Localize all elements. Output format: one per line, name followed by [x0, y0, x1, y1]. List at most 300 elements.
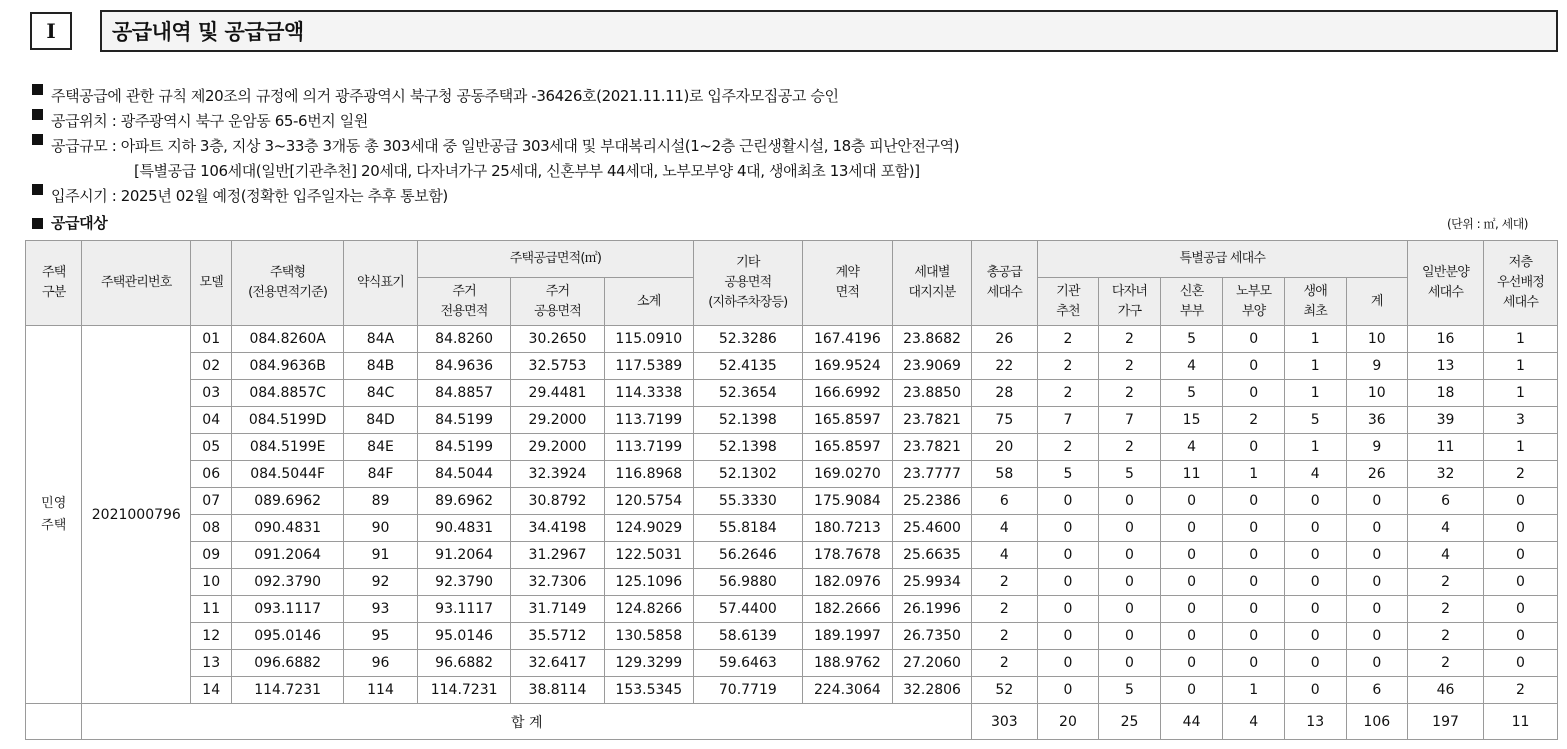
total-cell: 13: [1284, 704, 1346, 740]
table-cell: 0: [1223, 380, 1285, 407]
table-row: [26, 650, 1558, 677]
table-cell: 23.8850: [893, 380, 972, 407]
notice-approval: [32, 84, 959, 109]
table-cell: 5: [1284, 407, 1346, 434]
table-cell: 084.8260A: [232, 326, 344, 353]
table-cell: 0: [1223, 650, 1285, 677]
table-cell: 4: [1408, 542, 1484, 569]
table-cell: 25.4600: [893, 515, 972, 542]
header-elderly: 노부모 부양: [1223, 278, 1285, 326]
table-cell: 175.9084: [802, 488, 892, 515]
table-row: [26, 596, 1558, 623]
table-cell: 90: [344, 515, 418, 542]
table-cell: 03: [191, 380, 232, 407]
table-cell: 092.3790: [232, 569, 344, 596]
table-cell: 084.5199E: [232, 434, 344, 461]
notice-text: 주택공급에 관한 규칙 제20조의 규정에 의거 광주광역시 북구청 공동주택과 -36426호(2021.11.11)로 입주자모집공고 승인: [51, 87, 839, 105]
table-cell: 116.8968: [604, 461, 693, 488]
table-cell: 23.9069: [893, 353, 972, 380]
table-cell: 0: [1284, 650, 1346, 677]
table-cell: 89: [344, 488, 418, 515]
table-cell: 084.9636B: [232, 353, 344, 380]
table-cell: 1: [1484, 326, 1558, 353]
table-cell: 22: [972, 353, 1038, 380]
table-cell: 153.5345: [604, 677, 693, 704]
table-cell: 56.9880: [693, 569, 802, 596]
table-cell: 11: [1160, 461, 1223, 488]
table-cell: 96.6882: [417, 650, 510, 677]
table-cell: 6: [972, 488, 1038, 515]
table-cell: 188.9762: [802, 650, 892, 677]
header-mgmt-no: 주택관리번호: [82, 241, 191, 326]
header-agency: 기관 추천: [1037, 278, 1099, 326]
table-cell: 16: [1408, 326, 1484, 353]
table-row: [26, 407, 1558, 434]
table-cell: 182.2666: [802, 596, 892, 623]
table-cell: 0: [1099, 515, 1161, 542]
table-cell: 0: [1099, 596, 1161, 623]
table-cell: 0: [1284, 569, 1346, 596]
table-cell: 096.6882: [232, 650, 344, 677]
table-cell: 52.4135: [693, 353, 802, 380]
table-cell: 2: [1037, 326, 1099, 353]
table-cell: 0: [1037, 569, 1099, 596]
header-house-type: 주택 구분: [26, 241, 82, 326]
table-cell: 32.5753: [511, 353, 604, 380]
table-cell: 189.1997: [802, 623, 892, 650]
table-cell: 84D: [344, 407, 418, 434]
table-cell: 0: [1223, 488, 1285, 515]
table-row: [26, 515, 1558, 542]
table-cell: 0: [1037, 677, 1099, 704]
notice-text: 공급규모 : 아파트 지하 3층, 지상 3~33층 3개동 총 303세대 중 일반공급 303세대 및 부대복리시설(1~2층 근린생활시설, 18층 피난안전구역): [51, 137, 960, 155]
table-cell: 11: [191, 596, 232, 623]
table-cell: 0: [1346, 596, 1408, 623]
table-cell: 70.7719: [693, 677, 802, 704]
table-cell: 0: [1346, 569, 1408, 596]
table-cell: 1: [1284, 380, 1346, 407]
table-cell: 0: [1099, 488, 1161, 515]
header-land: 세대별 대지지분: [893, 241, 972, 326]
table-cell: 84C: [344, 380, 418, 407]
header-exclusive: 주거 전용면적: [417, 278, 510, 326]
table-cell: 6: [1408, 488, 1484, 515]
notice-text: [특별공급 106세대(일반[기관추천] 20세대, 다자녀가구 25세대, 신혼부부 44세대, 노부모부양 4대, 생애최초 13세대 포함)]: [134, 162, 920, 180]
section-number: I: [30, 12, 72, 50]
notice-scale-special: [32, 159, 959, 184]
table-cell: 178.7678: [802, 542, 892, 569]
table-cell: 25.9934: [893, 569, 972, 596]
table-cell: 0: [1037, 623, 1099, 650]
table-cell: 9: [1346, 353, 1408, 380]
table-row: [26, 677, 1558, 704]
table-cell: 0: [1223, 542, 1285, 569]
table-cell: 57.4400: [693, 596, 802, 623]
table-cell: 5: [1037, 461, 1099, 488]
table-cell: 9: [1346, 434, 1408, 461]
header-short: 약식표기: [344, 241, 418, 326]
table-cell: 2: [1484, 461, 1558, 488]
table-cell: 7: [1099, 407, 1161, 434]
table-cell: 0: [1346, 542, 1408, 569]
header-sum: 계: [1346, 278, 1408, 326]
table-cell: 095.0146: [232, 623, 344, 650]
header-model: 모델: [191, 241, 232, 326]
table-cell: 165.8597: [802, 434, 892, 461]
table-cell: 165.8597: [802, 407, 892, 434]
table-cell: 84F: [344, 461, 418, 488]
table-cell: 01: [191, 326, 232, 353]
table-row: [26, 461, 1558, 488]
table-row: [26, 623, 1558, 650]
table-cell: 114.3338: [604, 380, 693, 407]
notice-list: [32, 84, 959, 209]
table-cell: 169.9524: [802, 353, 892, 380]
table-cell: 5: [1099, 677, 1161, 704]
table-cell: 113.7199: [604, 407, 693, 434]
table-cell: 124.8266: [604, 596, 693, 623]
table-cell: 0: [1346, 623, 1408, 650]
square-bullet-icon: [32, 134, 43, 145]
table-cell: 52.1398: [693, 407, 802, 434]
table-cell: 0: [1160, 542, 1223, 569]
table-cell: 38.8114: [511, 677, 604, 704]
table-cell: 4: [972, 515, 1038, 542]
table-cell: 125.1096: [604, 569, 693, 596]
table-cell: 13: [191, 650, 232, 677]
table-cell: 2: [1408, 650, 1484, 677]
table-cell: 0: [1223, 569, 1285, 596]
table-cell: 52.3286: [693, 326, 802, 353]
table-cell: 4: [1408, 515, 1484, 542]
table-cell: 2: [1099, 434, 1161, 461]
table-cell: 0: [1160, 650, 1223, 677]
total-cell: 44: [1160, 704, 1223, 740]
table-cell: 0: [1346, 488, 1408, 515]
table-cell: 224.3064: [802, 677, 892, 704]
notice-text: 공급위치 : 광주광역시 북구 운암동 65-6번지 일원: [51, 112, 368, 130]
table-cell: 58: [972, 461, 1038, 488]
table-cell: 23.7821: [893, 434, 972, 461]
table-cell: 52.1398: [693, 434, 802, 461]
table-cell: 0: [1346, 515, 1408, 542]
table-cell: 167.4196: [802, 326, 892, 353]
table-cell: 5: [1160, 380, 1223, 407]
table-cell: 0: [1484, 488, 1558, 515]
table-cell: 2: [1099, 353, 1161, 380]
table-cell: 06: [191, 461, 232, 488]
table-cell: 32.7306: [511, 569, 604, 596]
table-cell: 15: [1160, 407, 1223, 434]
square-bullet-icon: [32, 218, 43, 229]
table-cell: 23.7777: [893, 461, 972, 488]
table-row: [26, 380, 1558, 407]
total-cell: 20: [1037, 704, 1099, 740]
table-cell: 114: [344, 677, 418, 704]
table-cell: 5: [1099, 461, 1161, 488]
table-cell: 0: [1284, 515, 1346, 542]
table-cell: 84E: [344, 434, 418, 461]
table-row: [26, 542, 1558, 569]
table-cell: 0: [1223, 596, 1285, 623]
table-cell: 2: [1408, 596, 1484, 623]
table-cell: 46: [1408, 677, 1484, 704]
section-title: 공급내역 및 공급금액: [100, 10, 1558, 52]
table-cell: 4: [1160, 353, 1223, 380]
table-cell: 5: [1160, 326, 1223, 353]
table-cell: 089.6962: [232, 488, 344, 515]
table-cell: 84.9636: [417, 353, 510, 380]
table-cell: 2: [1408, 623, 1484, 650]
table-cell: 7: [1037, 407, 1099, 434]
table-cell: 27.2060: [893, 650, 972, 677]
table-cell: 28: [972, 380, 1038, 407]
table-cell: 0: [1223, 434, 1285, 461]
table-cell: 31.2967: [511, 542, 604, 569]
total-cell: 11: [1484, 704, 1558, 740]
table-cell: 0: [1484, 596, 1558, 623]
table-cell: 35.5712: [511, 623, 604, 650]
table-cell: 36: [1346, 407, 1408, 434]
mgmt-no-cell: 2021000796: [82, 326, 191, 704]
total-cell: 197: [1408, 704, 1484, 740]
table-row: [26, 434, 1558, 461]
table-cell: 120.5754: [604, 488, 693, 515]
header-general: 일반분양 세대수: [1408, 241, 1484, 326]
table-cell: 39: [1408, 407, 1484, 434]
table-cell: 56.2646: [693, 542, 802, 569]
table-cell: 182.0976: [802, 569, 892, 596]
total-label: 합 계: [82, 704, 972, 740]
table-cell: 0: [1037, 515, 1099, 542]
table-heading-text: 공급대상: [51, 214, 108, 232]
table-cell: 59.6463: [693, 650, 802, 677]
table-cell: 0: [1284, 542, 1346, 569]
table-cell: 4: [1160, 434, 1223, 461]
table-cell: 0: [1160, 515, 1223, 542]
table-cell: 4: [972, 542, 1038, 569]
notice-move-in: [32, 184, 959, 209]
table-cell: 26.7350: [893, 623, 972, 650]
table-cell: 2: [972, 569, 1038, 596]
table-cell: 1: [1284, 326, 1346, 353]
table-cell: 30.2650: [511, 326, 604, 353]
table-cell: 1: [1284, 434, 1346, 461]
header-type: 주택형 (전용면적기준): [232, 241, 344, 326]
table-cell: 1: [1484, 353, 1558, 380]
table-cell: 25.2386: [893, 488, 972, 515]
table-cell: 25.6635: [893, 542, 972, 569]
table-cell: 1: [1284, 353, 1346, 380]
table-cell: 26: [972, 326, 1038, 353]
notice-location: [32, 109, 959, 134]
table-cell: 0: [1284, 677, 1346, 704]
table-cell: 166.6992: [802, 380, 892, 407]
supply-table: [25, 240, 1558, 740]
table-cell: 0: [1484, 515, 1558, 542]
table-cell: 14: [191, 677, 232, 704]
table-cell: 32.2806: [893, 677, 972, 704]
table-cell: 0: [1160, 569, 1223, 596]
table-cell: 2: [1037, 434, 1099, 461]
table-cell: 0: [1346, 650, 1408, 677]
table-cell: 29.2000: [511, 407, 604, 434]
table-cell: 2: [972, 650, 1038, 677]
table-cell: 29.4481: [511, 380, 604, 407]
table-cell: 0: [1037, 650, 1099, 677]
table-cell: 084.8857C: [232, 380, 344, 407]
table-cell: 090.4831: [232, 515, 344, 542]
table-cell: 115.0910: [604, 326, 693, 353]
header-first: 생애 최초: [1284, 278, 1346, 326]
table-cell: 2: [1223, 407, 1285, 434]
table-row: [26, 488, 1558, 515]
square-bullet-icon: [32, 84, 43, 95]
table-cell: 02: [191, 353, 232, 380]
table-cell: 23.7821: [893, 407, 972, 434]
table-cell: 52.3654: [693, 380, 802, 407]
table-cell: 93.1117: [417, 596, 510, 623]
table-cell: 0: [1223, 515, 1285, 542]
total-cell: 4: [1223, 704, 1285, 740]
table-cell: 0: [1484, 650, 1558, 677]
total-blank-cell: [26, 704, 82, 740]
table-cell: 0: [1160, 596, 1223, 623]
header-other-common: 기타 공용면적 (지하주차장등): [693, 241, 802, 326]
table-cell: 26.1996: [893, 596, 972, 623]
table-cell: 0: [1484, 623, 1558, 650]
table-cell: 92: [344, 569, 418, 596]
table-cell: 84.8857: [417, 380, 510, 407]
table-cell: 0: [1037, 596, 1099, 623]
table-cell: 0: [1284, 596, 1346, 623]
table-cell: 2: [972, 596, 1038, 623]
header-subtotal: 소계: [604, 278, 693, 326]
table-cell: 0: [1284, 488, 1346, 515]
table-cell: 08: [191, 515, 232, 542]
table-cell: 11: [1408, 434, 1484, 461]
table-cell: 084.5044F: [232, 461, 344, 488]
table-cell: 55.3330: [693, 488, 802, 515]
table-cell: 1: [1223, 677, 1285, 704]
table-cell: 10: [191, 569, 232, 596]
table-cell: 30.8792: [511, 488, 604, 515]
table-cell: 84B: [344, 353, 418, 380]
table-cell: 58.6139: [693, 623, 802, 650]
table-cell: 0: [1099, 569, 1161, 596]
table-cell: 114.7231: [232, 677, 344, 704]
table-cell: 91.2064: [417, 542, 510, 569]
table-cell: 113.7199: [604, 434, 693, 461]
table-cell: 26: [1346, 461, 1408, 488]
table-cell: 04: [191, 407, 232, 434]
table-cell: 07: [191, 488, 232, 515]
table-cell: 0: [1284, 623, 1346, 650]
table-cell: 0: [1223, 353, 1285, 380]
total-cell: 303: [972, 704, 1038, 740]
table-cell: 31.7149: [511, 596, 604, 623]
table-cell: 1: [1484, 380, 1558, 407]
table-cell: 169.0270: [802, 461, 892, 488]
table-cell: 32.3924: [511, 461, 604, 488]
table-cell: 2: [1037, 353, 1099, 380]
table-cell: 93: [344, 596, 418, 623]
table-cell: 2: [972, 623, 1038, 650]
table-cell: 13: [1408, 353, 1484, 380]
table-cell: 130.5858: [604, 623, 693, 650]
table-cell: 20: [972, 434, 1038, 461]
square-bullet-icon: [32, 184, 43, 195]
total-cell: 25: [1099, 704, 1161, 740]
table-cell: 75: [972, 407, 1038, 434]
table-cell: 4: [1284, 461, 1346, 488]
table-cell: 92.3790: [417, 569, 510, 596]
table-cell: 23.8682: [893, 326, 972, 353]
table-cell: 10: [1346, 326, 1408, 353]
table-cell: 0: [1484, 569, 1558, 596]
table-cell: 2: [1037, 380, 1099, 407]
header-newlywed: 신혼 부부: [1160, 278, 1223, 326]
header-multi: 다자녀 가구: [1099, 278, 1161, 326]
square-bullet-icon: [32, 109, 43, 120]
table-heading: [32, 212, 107, 233]
table-cell: 05: [191, 434, 232, 461]
header-supply-area: 주택공급면적(㎡): [417, 241, 693, 278]
table-cell: 95.0146: [417, 623, 510, 650]
table-cell: 2: [1099, 326, 1161, 353]
table-cell: 0: [1223, 326, 1285, 353]
unit-note: (단위 : ㎡, 세대): [1446, 217, 1528, 231]
table-cell: 12: [191, 623, 232, 650]
table-row: [26, 353, 1558, 380]
total-cell: 106: [1346, 704, 1408, 740]
table-cell: 3: [1484, 407, 1558, 434]
table-cell: 52.1302: [693, 461, 802, 488]
table-cell: 91: [344, 542, 418, 569]
table-cell: 6: [1346, 677, 1408, 704]
table-cell: 95: [344, 623, 418, 650]
table-cell: 89.6962: [417, 488, 510, 515]
table-row: [26, 569, 1558, 596]
table-cell: 55.8184: [693, 515, 802, 542]
table-cell: 0: [1037, 542, 1099, 569]
header-priority: 저층 우선배정 세대수: [1484, 241, 1558, 326]
header-contract: 계약 면적: [802, 241, 892, 326]
table-cell: 084.5199D: [232, 407, 344, 434]
table-cell: 84.5199: [417, 407, 510, 434]
table-cell: 32: [1408, 461, 1484, 488]
table-cell: 0: [1099, 623, 1161, 650]
header-special: 특별공급 세대수: [1037, 241, 1407, 278]
table-cell: 84.5044: [417, 461, 510, 488]
table-cell: 29.2000: [511, 434, 604, 461]
notice-scale: [32, 134, 959, 159]
table-cell: 0: [1160, 623, 1223, 650]
table-cell: 0: [1160, 488, 1223, 515]
table-cell: 90.4831: [417, 515, 510, 542]
table-cell: 0: [1037, 488, 1099, 515]
table-cell: 84.8260: [417, 326, 510, 353]
table-cell: 84A: [344, 326, 418, 353]
table-cell: 114.7231: [417, 677, 510, 704]
table-cell: 117.5389: [604, 353, 693, 380]
table-cell: 124.9029: [604, 515, 693, 542]
table-cell: 1: [1223, 461, 1285, 488]
header-common: 주거 공용면적: [511, 278, 604, 326]
header-total-units: 총공급 세대수: [972, 241, 1038, 326]
table-cell: 091.2064: [232, 542, 344, 569]
table-row: [26, 326, 1558, 353]
